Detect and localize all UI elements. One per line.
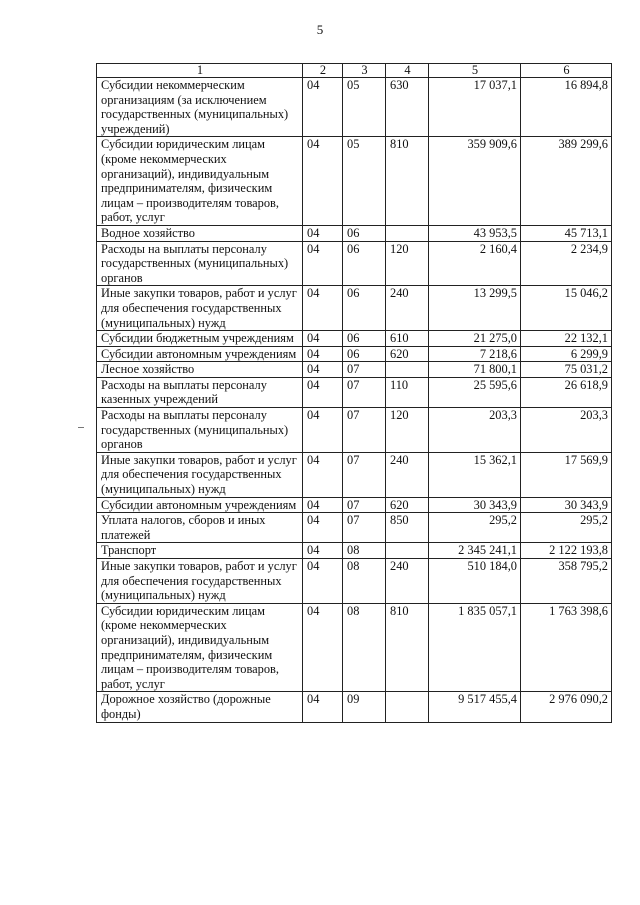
subsection-code: 07 — [343, 408, 386, 453]
expense-type-code: 120 — [386, 241, 429, 286]
subsection-code: 06 — [343, 331, 386, 347]
amount-col-6: 358 795,2 — [521, 559, 612, 604]
section-code: 04 — [303, 559, 343, 604]
expense-name: Субсидии юридическим лицам (кроме некоммерческих организаций), индивидуальным предпринимателям, физическим лицам – производителям товаров, работ, услуг — [97, 137, 303, 226]
amount-col-5: 7 218,6 — [429, 346, 521, 362]
expense-type-code: 120 — [386, 408, 429, 453]
amount-col-5: 43 953,5 — [429, 225, 521, 241]
subsection-code: 06 — [343, 346, 386, 362]
page-number: 5 — [316, 22, 324, 37]
expense-name: Субсидии автономным учреждениям — [97, 497, 303, 513]
amount-col-5: 17 037,1 — [429, 78, 521, 137]
section-code: 04 — [303, 362, 343, 378]
subsection-code: 06 — [343, 286, 386, 331]
amount-col-6: 26 618,9 — [521, 377, 612, 407]
expense-name: Иные закупки товаров, работ и услуг для обеспечения государственных (муниципальных) нужд — [97, 452, 303, 497]
amount-col-6: 75 031,2 — [521, 362, 612, 378]
subsection-code: 06 — [343, 225, 386, 241]
header-col-3: 3 — [343, 64, 386, 78]
expense-type-code: 850 — [386, 513, 429, 543]
table-row — [97, 497, 612, 513]
subsection-code: 06 — [343, 241, 386, 286]
table-header-row — [97, 64, 612, 78]
amount-col-6: 30 343,9 — [521, 497, 612, 513]
header-col-6: 6 — [521, 64, 612, 78]
subsection-code: 05 — [343, 78, 386, 137]
table-row — [97, 543, 612, 559]
amount-col-6: 17 569,9 — [521, 452, 612, 497]
amount-col-6: 16 894,8 — [521, 78, 612, 137]
amount-col-5: 295,2 — [429, 513, 521, 543]
amount-col-5: 9 517 455,4 — [429, 692, 521, 722]
expense-name: Субсидии бюджетным учреждениям — [97, 331, 303, 347]
expense-name: Субсидии автономным учреждениям — [97, 346, 303, 362]
amount-col-6: 45 713,1 — [521, 225, 612, 241]
expense-type-code: 810 — [386, 137, 429, 226]
section-code: 04 — [303, 377, 343, 407]
expense-name: Иные закупки товаров, работ и услуг для обеспечения государственных (муниципальных) нужд — [97, 559, 303, 604]
amount-col-5: 359 909,6 — [429, 137, 521, 226]
amount-col-6: 6 299,9 — [521, 346, 612, 362]
amount-col-5: 203,3 — [429, 408, 521, 453]
expense-type-code — [386, 543, 429, 559]
amount-col-6: 22 132,1 — [521, 331, 612, 347]
expense-name: Уплата налогов, сборов и иных платежей — [97, 513, 303, 543]
table-row — [97, 346, 612, 362]
amount-col-5: 21 275,0 — [429, 331, 521, 347]
section-code: 04 — [303, 452, 343, 497]
header-col-2: 2 — [303, 64, 343, 78]
expense-name: Транспорт — [97, 543, 303, 559]
amount-col-5: 13 299,5 — [429, 286, 521, 331]
expense-name: Водное хозяйство — [97, 225, 303, 241]
subsection-code: 07 — [343, 362, 386, 378]
expense-name: Расходы на выплаты персоналу государственных (муниципальных) органов — [97, 241, 303, 286]
table-row — [97, 78, 612, 137]
subsection-code: 08 — [343, 603, 386, 692]
amount-col-6: 1 763 398,6 — [521, 603, 612, 692]
expense-type-code: 810 — [386, 603, 429, 692]
header-col-1: 1 — [97, 64, 303, 78]
subsection-code: 08 — [343, 559, 386, 604]
table-row — [97, 559, 612, 604]
subsection-code: 07 — [343, 497, 386, 513]
amount-col-5: 71 800,1 — [429, 362, 521, 378]
header-col-4: 4 — [386, 64, 429, 78]
subsection-code: 07 — [343, 452, 386, 497]
expense-name: Расходы на выплаты персоналу казенных учреждений — [97, 377, 303, 407]
subsection-code: 07 — [343, 377, 386, 407]
expense-type-code: 630 — [386, 78, 429, 137]
expense-name: Дорожное хозяйство (дорожные фонды) — [97, 692, 303, 722]
expense-name: Субсидии юридическим лицам (кроме некоммерческих организаций), индивидуальным предпринимателям, физическим лицам – производителям товаров, работ, услуг — [97, 603, 303, 692]
table-row — [97, 286, 612, 331]
expense-name: Субсидии некоммерческим организациям (за исключением государственных (муниципальных) учреждений) — [97, 78, 303, 137]
amount-col-6: 2 122 193,8 — [521, 543, 612, 559]
section-code: 04 — [303, 346, 343, 362]
section-code: 04 — [303, 408, 343, 453]
section-code: 04 — [303, 225, 343, 241]
table-row — [97, 377, 612, 407]
expense-type-code — [386, 692, 429, 722]
table-row — [97, 331, 612, 347]
section-code: 04 — [303, 78, 343, 137]
amount-col-6: 15 046,2 — [521, 286, 612, 331]
amount-col-5: 30 343,9 — [429, 497, 521, 513]
subsection-code: 09 — [343, 692, 386, 722]
expense-type-code: 620 — [386, 346, 429, 362]
table-row — [97, 603, 612, 692]
section-code: 04 — [303, 286, 343, 331]
header-col-5: 5 — [429, 64, 521, 78]
table-row — [97, 137, 612, 226]
section-code: 04 — [303, 543, 343, 559]
amount-col-5: 2 345 241,1 — [429, 543, 521, 559]
amount-col-6: 389 299,6 — [521, 137, 612, 226]
amount-col-5: 2 160,4 — [429, 241, 521, 286]
subsection-code: 07 — [343, 513, 386, 543]
expense-name: Иные закупки товаров, работ и услуг для обеспечения государственных (муниципальных) нужд — [97, 286, 303, 331]
section-code: 04 — [303, 241, 343, 286]
amount-col-5: 510 184,0 — [429, 559, 521, 604]
amount-col-6: 2 234,9 — [521, 241, 612, 286]
subsection-code: 05 — [343, 137, 386, 226]
expense-type-code: 610 — [386, 331, 429, 347]
table-row — [97, 692, 612, 722]
amount-col-6: 295,2 — [521, 513, 612, 543]
amount-col-5: 15 362,1 — [429, 452, 521, 497]
amount-col-6: 2 976 090,2 — [521, 692, 612, 722]
expense-type-code — [386, 225, 429, 241]
expense-type-code: 110 — [386, 377, 429, 407]
expense-name: Лесное хозяйство — [97, 362, 303, 378]
table-row — [97, 513, 612, 543]
table-row — [97, 452, 612, 497]
amount-col-5: 25 595,6 — [429, 377, 521, 407]
table-row — [97, 362, 612, 378]
table-row — [97, 225, 612, 241]
subsection-code: 08 — [343, 543, 386, 559]
expense-type-code: 240 — [386, 559, 429, 604]
amount-col-5: 1 835 057,1 — [429, 603, 521, 692]
expense-type-code: 620 — [386, 497, 429, 513]
section-code: 04 — [303, 497, 343, 513]
section-code: 04 — [303, 603, 343, 692]
expense-name: Расходы на выплаты персоналу государственных (муниципальных) органов — [97, 408, 303, 453]
table-row — [97, 408, 612, 453]
table-row — [97, 241, 612, 286]
amount-col-6: 203,3 — [521, 408, 612, 453]
budget-table — [96, 63, 612, 723]
section-code: 04 — [303, 137, 343, 226]
expense-type-code — [386, 362, 429, 378]
section-code: 04 — [303, 692, 343, 722]
expense-type-code: 240 — [386, 452, 429, 497]
section-code: 04 — [303, 513, 343, 543]
margin-mark — [78, 427, 84, 428]
section-code: 04 — [303, 331, 343, 347]
expense-type-code: 240 — [386, 286, 429, 331]
